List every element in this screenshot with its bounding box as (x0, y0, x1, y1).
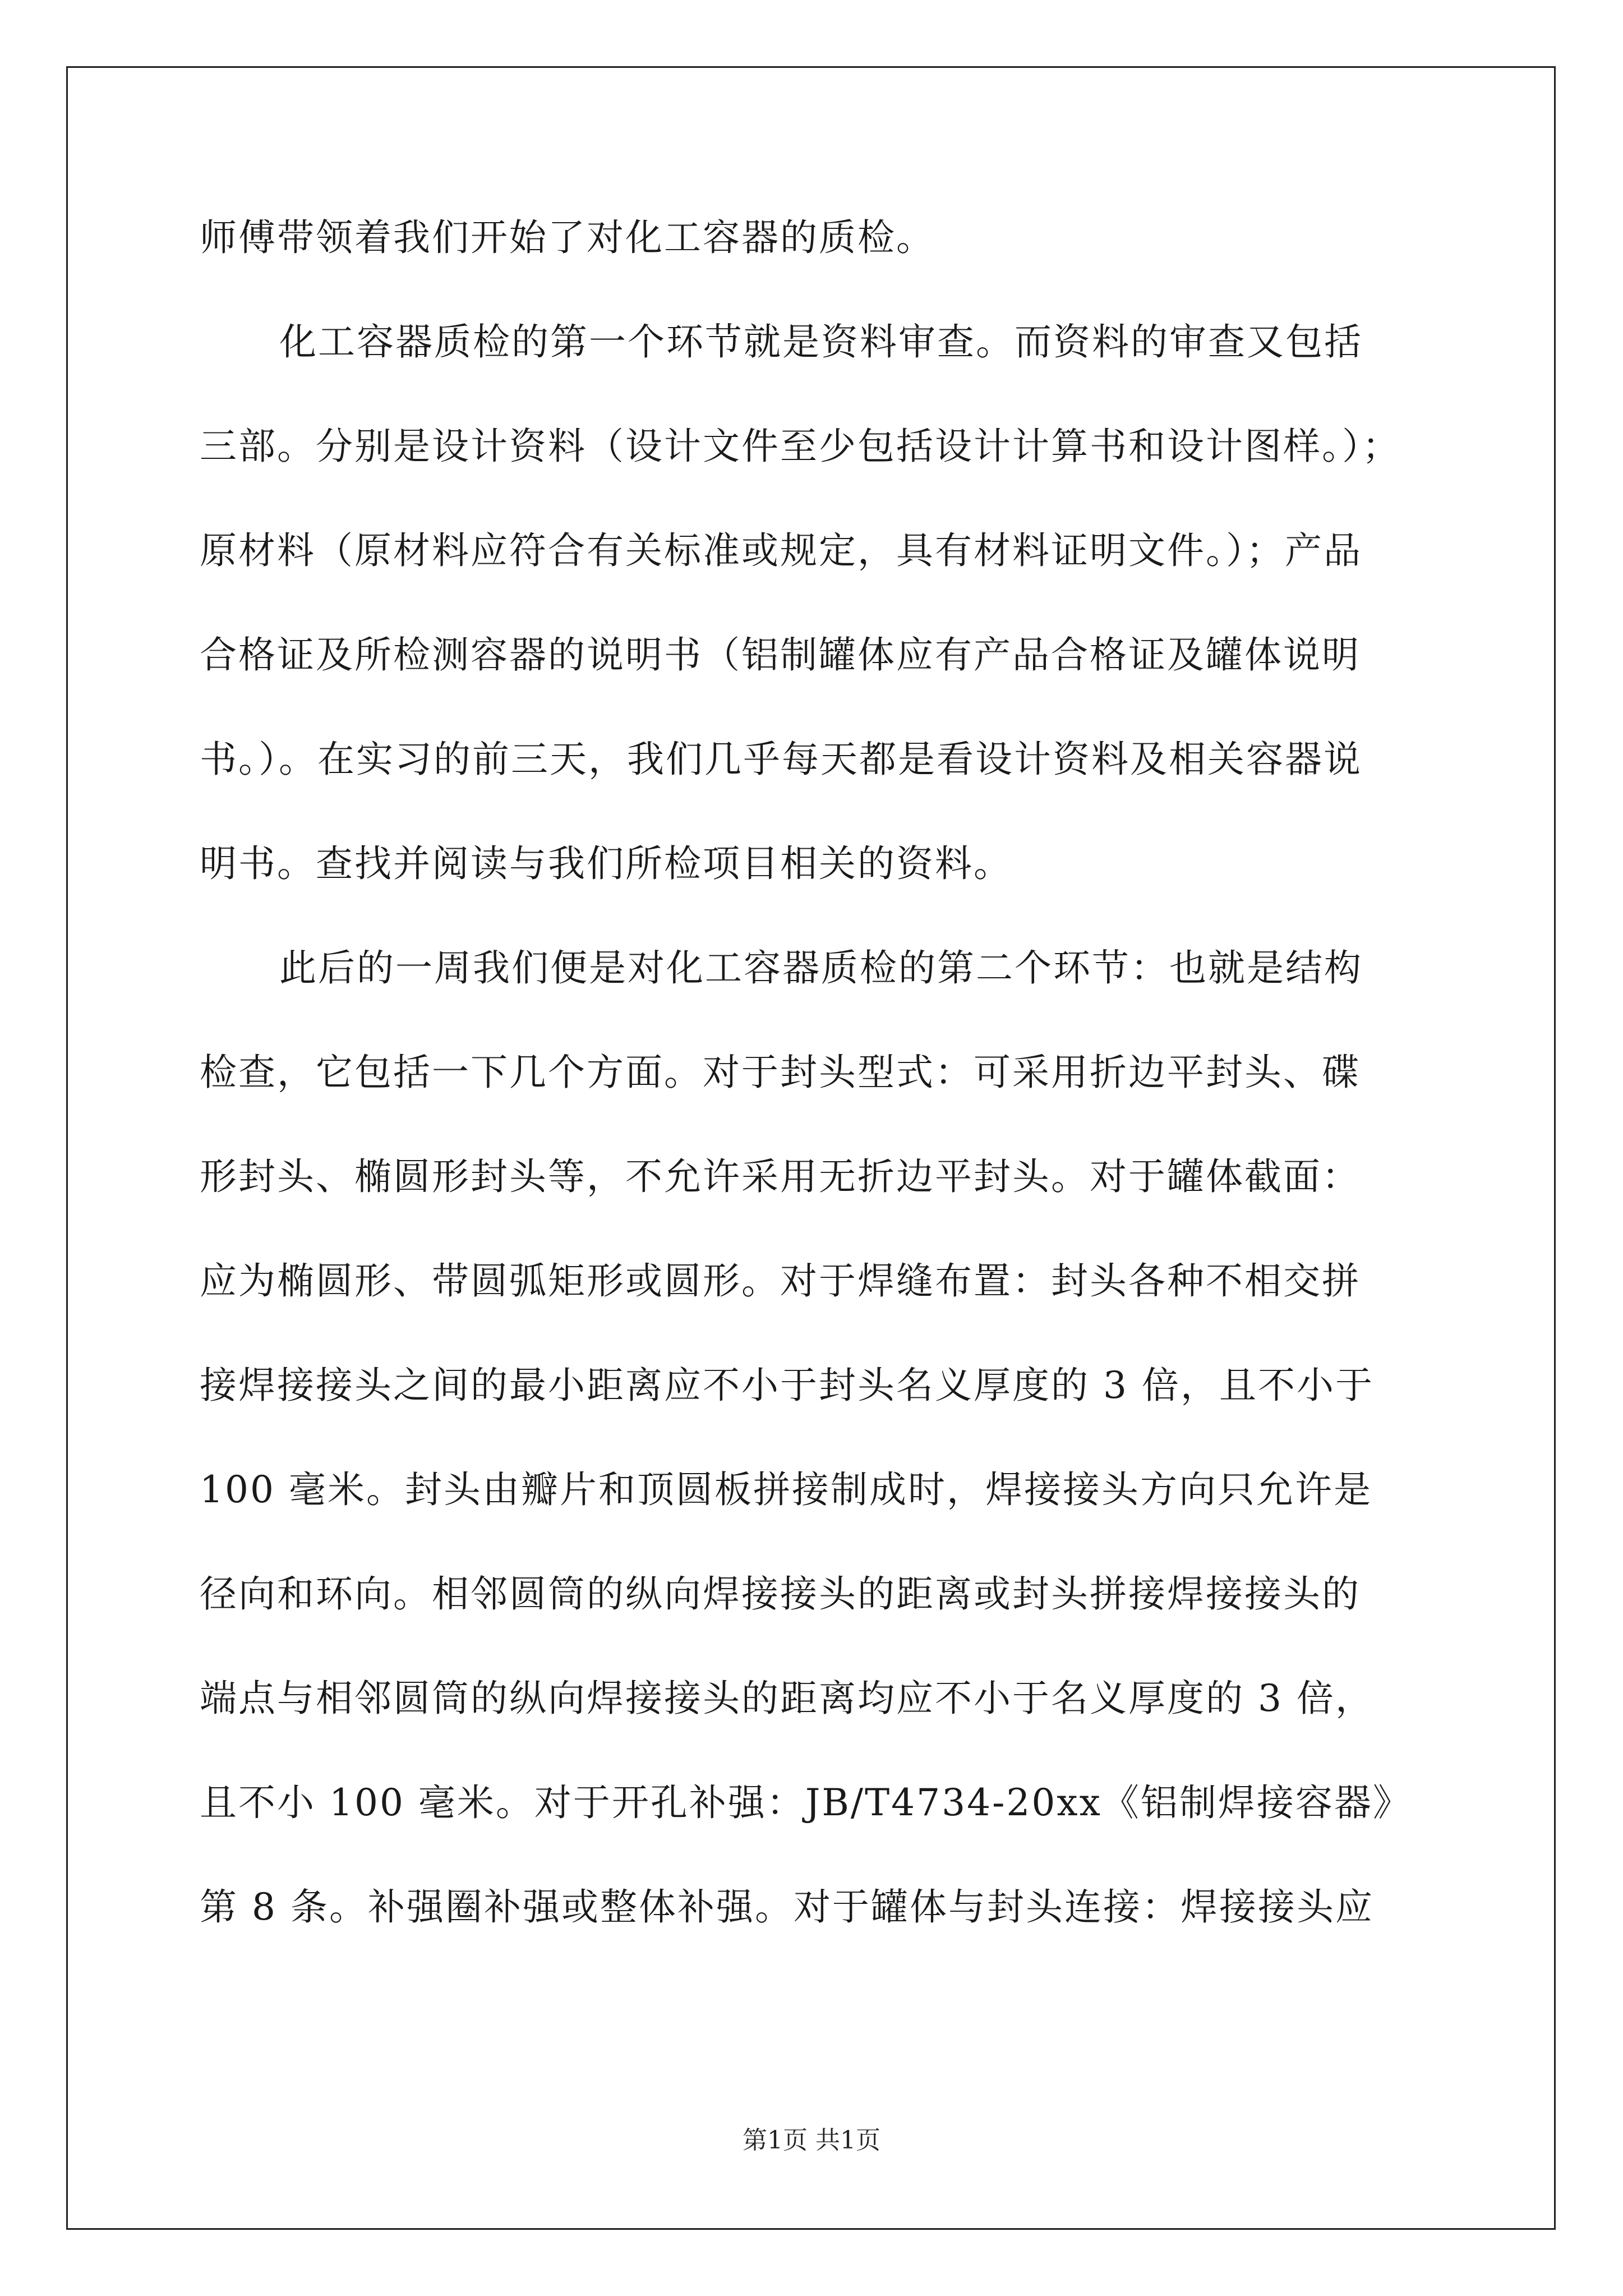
text-line: 原材料（原材料应符合有关标准或规定，具有材料证明文件。）；产品 (200, 529, 1362, 572)
text-line: 形封头、椭圆形封头等，不允许采用无折边平封头。对于罐体截面： (200, 1155, 1361, 1198)
page-number-footer: 第1页 共1页 (743, 2126, 880, 2155)
text-line: 三部。分别是设计资料（设计文件至少包括设计计算书和设计图样。）； (200, 425, 1401, 468)
text-line: 合格证及所检测容器的说明书（铝制罐体应有产品合格证及罐体说明 (200, 633, 1361, 677)
text-line: 师傅带领着我们开始了对化工容器的质检。 (200, 216, 935, 259)
text-line: 化工容器质检的第一个环节就是资料审查。而资料的审查又包括 (279, 320, 1363, 364)
text-line: 接焊接接头之间的最小距离应不小于封头名义厚度的 3 倍，且不小于 (200, 1364, 1374, 1407)
text-line: 书。）。在实习的前三天，我们几乎每天都是看设计资料及相关容器说 (200, 738, 1362, 781)
text-line: 第 8 条。补强圈补强或整体补强。对于罐体与封头连接：焊接接头应 (200, 1885, 1374, 1929)
text-line: 100 毫米。封头由瓣片和顶圆板拼接制成时，焊接接头方向只允许是 (200, 1468, 1372, 1511)
text-line: 此后的一周我们便是对化工容器质检的第二个环节：也就是结构 (279, 946, 1363, 990)
text-line: 明书。查找并阅读与我们所检项目相关的资料。 (200, 842, 1012, 885)
text-line: 径向和环向。相邻圆筒的纵向焊接接头的距离或封头拼接焊接接头的 (200, 1572, 1361, 1616)
text-line: 端点与相邻圆筒的纵向焊接接头的距离均应不小于名义厚度的 3 倍， (200, 1677, 1374, 1720)
text-line: 且不小 100 毫米。对于开孔补强：JB/T4734-20xx《铝制焊接容器》 (200, 1781, 1412, 1824)
text-line: 检查，它包括一下几个方面。对于封头型式：可采用折边平封头、碟 (200, 1051, 1361, 1094)
text-line: 应为椭圆形、带圆弧矩形或圆形。对于焊缝布置：封头各种不相交拼 (200, 1259, 1361, 1303)
